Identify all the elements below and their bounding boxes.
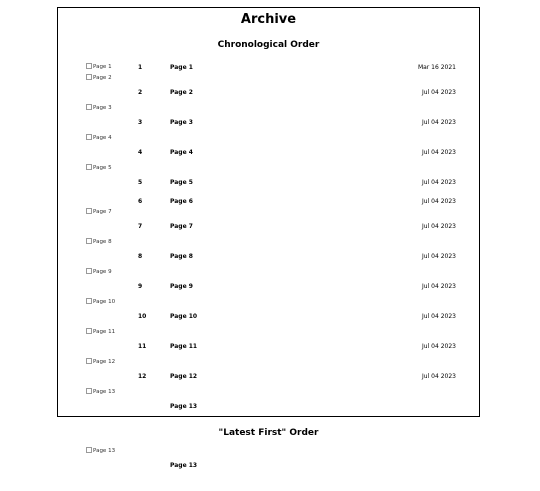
page-title: Archive: [240, 12, 297, 27]
page-thumbnail[interactable]: [86, 60, 138, 74]
thumbnail-alt-text: Page 3: [93, 105, 112, 111]
page-date: Jul 04 2023: [422, 88, 456, 96]
page-number: 10: [138, 312, 147, 320]
archive-row[interactable]: [86, 60, 456, 74]
page-number: 6: [138, 197, 143, 205]
broken-image-icon: [86, 358, 92, 364]
page-date: Jul 04 2023: [422, 372, 456, 380]
latest-first-table: [86, 447, 456, 491]
page-thumbnail[interactable]: [86, 238, 138, 268]
thumbnail-alt-text: Page 2: [93, 75, 112, 81]
page-thumbnail[interactable]: [86, 268, 138, 298]
page-number: [138, 388, 170, 418]
page-link[interactable]: Page 12: [170, 372, 198, 380]
page-thumbnail: [86, 477, 138, 491]
page-link[interactable]: Page 6: [170, 197, 193, 205]
page-date: Jul 04 2023: [422, 148, 456, 156]
broken-image-icon: [86, 74, 92, 80]
archive-row[interactable]: [86, 74, 456, 104]
page-thumbnail[interactable]: [86, 358, 138, 388]
thumbnail-alt-text: Page 13: [93, 448, 116, 454]
thumbnail-alt-text: Page 10: [93, 299, 116, 305]
thumbnail-alt-text: Page 1: [93, 63, 112, 70]
archive-page: [57, 7, 480, 469]
broken-image-icon: [86, 268, 92, 274]
archive-row[interactable]: [86, 164, 456, 194]
page-number: 9: [138, 282, 143, 290]
broken-image-icon: [86, 328, 92, 334]
chronological-heading: Chronological Order: [217, 40, 320, 50]
page-date: [370, 388, 456, 418]
thumbnail-alt-text: Page 4: [93, 135, 112, 141]
page-date: Jul 04 2023: [422, 252, 456, 260]
page-thumbnail[interactable]: [86, 298, 138, 328]
archive-row[interactable]: [86, 238, 456, 268]
broken-image-icon: [86, 388, 92, 394]
archive-row[interactable]: [86, 208, 456, 238]
page-date: Mar 16 2021: [417, 63, 456, 71]
page-date: [370, 477, 456, 491]
page-link[interactable]: Page 10: [170, 312, 198, 320]
page-link[interactable]: Page 5: [170, 178, 193, 186]
archive-row[interactable]: [86, 447, 456, 477]
page-number: 5: [138, 178, 143, 186]
broken-image-icon: [86, 134, 92, 140]
archive-row[interactable]: [86, 328, 456, 358]
broken-image-icon: [86, 447, 92, 453]
page-thumbnail[interactable]: [86, 74, 138, 104]
archive-row[interactable]: [86, 104, 456, 134]
page-link: [170, 477, 370, 491]
page-date: Jul 04 2023: [422, 282, 456, 290]
page-link[interactable]: Page 8: [170, 252, 193, 260]
thumbnail-alt-text: Page 8: [93, 239, 112, 245]
archive-row[interactable]: [86, 298, 456, 328]
archive-row[interactable]: [86, 358, 456, 388]
page-number: 1: [138, 63, 143, 71]
broken-image-icon: [86, 298, 92, 304]
thumbnail-alt-text: Page 9: [93, 269, 112, 275]
page-number: [138, 447, 170, 477]
archive-row[interactable]: [86, 477, 456, 491]
archive-row[interactable]: [86, 134, 456, 164]
page-link[interactable]: Page 2: [170, 88, 193, 96]
page-date: Jul 04 2023: [422, 118, 456, 126]
page-link[interactable]: Page 4: [170, 148, 193, 156]
chronological-table: [86, 60, 456, 418]
page-thumbnail[interactable]: [86, 388, 138, 418]
broken-image-icon: [86, 63, 92, 69]
page-thumbnail[interactable]: [86, 134, 138, 164]
broken-image-icon: [86, 238, 92, 244]
broken-image-icon: [86, 104, 92, 110]
page-thumbnail[interactable]: [86, 208, 138, 238]
thumbnail-alt-text: Page 11: [93, 329, 116, 335]
page-link[interactable]: Page 9: [170, 282, 193, 290]
thumbnail-alt-text: Page 12: [93, 359, 116, 365]
page-thumbnail[interactable]: [86, 328, 138, 358]
page-number: [138, 477, 170, 491]
page-number: 8: [138, 252, 143, 260]
page-date: Jul 04 2023: [422, 342, 456, 350]
page-link[interactable]: Page 3: [170, 118, 193, 126]
page-number: 2: [138, 88, 143, 96]
broken-image-icon: [86, 164, 92, 170]
page-date: Jul 04 2023: [422, 312, 456, 320]
latest-first-rows: [86, 447, 456, 491]
thumbnail-alt-text: Page 5: [93, 165, 112, 171]
page-number: 4: [138, 148, 143, 156]
page-date: Jul 04 2023: [422, 222, 456, 230]
page-link[interactable]: Page 13: [170, 402, 198, 410]
page-number: 11: [138, 342, 147, 350]
page-thumbnail: [86, 194, 138, 208]
chronological-rows: [86, 60, 456, 418]
archive-row[interactable]: [86, 194, 456, 208]
page-link[interactable]: Page 11: [170, 342, 198, 350]
page-number: 7: [138, 222, 143, 230]
broken-image-icon: [86, 208, 92, 214]
archive-row[interactable]: [86, 388, 456, 418]
page-link[interactable]: Page 13: [170, 461, 198, 469]
page-thumbnail[interactable]: [86, 164, 138, 194]
page-link[interactable]: Page 7: [170, 222, 193, 230]
thumbnail-alt-text: Page 7: [93, 209, 112, 215]
page-link[interactable]: Page 1: [170, 63, 193, 71]
page-date: Jul 04 2023: [422, 197, 456, 205]
page-date: Jul 04 2023: [422, 178, 456, 186]
page-number: 3: [138, 118, 143, 126]
page-number: 12: [138, 372, 147, 380]
page-thumbnail[interactable]: [86, 447, 138, 477]
archive-row[interactable]: [86, 268, 456, 298]
page-date: [370, 447, 456, 477]
page-thumbnail[interactable]: [86, 104, 138, 134]
thumbnail-alt-text: Page 13: [93, 389, 116, 395]
latest-first-heading: "Latest First" Order: [218, 428, 319, 438]
